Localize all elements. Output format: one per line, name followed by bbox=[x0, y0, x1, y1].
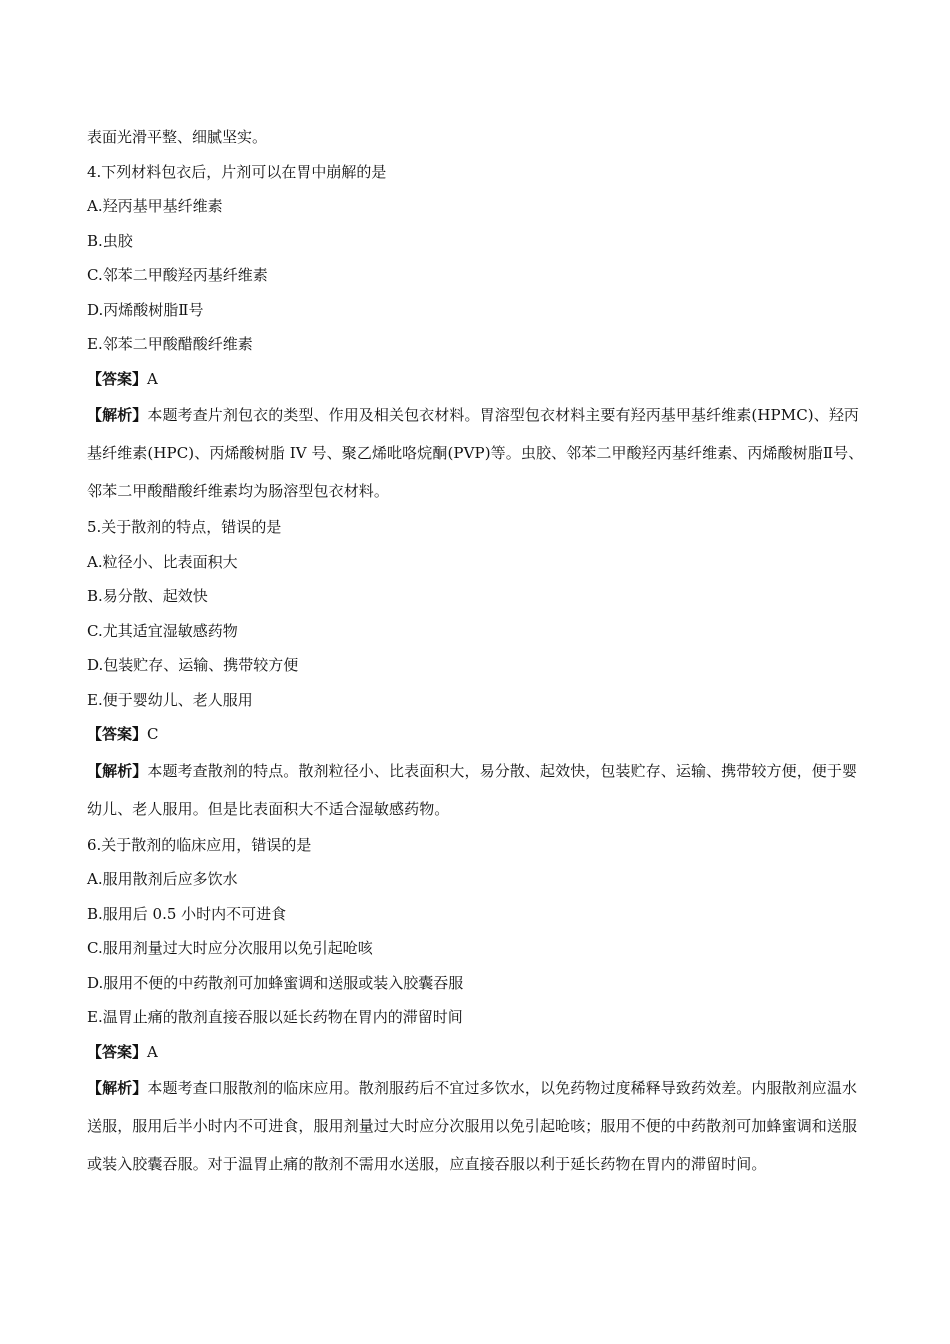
question-stem: 5.关于散剂的特点，错误的是 bbox=[87, 518, 282, 536]
option-c: C.服用剂量过大时应分次服用以免引起呛咳 bbox=[87, 939, 373, 957]
continuation-text: 表面光滑平整、细腻坚实。 bbox=[87, 128, 268, 146]
answer-value: A bbox=[147, 369, 158, 388]
option-b: B.服用后 0.5 小时内不可进食 bbox=[87, 904, 287, 923]
option-e: E.便于婴幼儿、老人服用 bbox=[87, 690, 253, 709]
option-a: A.服用散剂后应多饮水 bbox=[87, 870, 238, 888]
option-d: D.丙烯酸树脂Ⅱ号 bbox=[87, 300, 204, 319]
option-c: C.邻苯二甲酸羟丙基纤维素 bbox=[87, 266, 268, 284]
document-page bbox=[87, 120, 867, 1183]
option-d: D.服用不便的中药散剂可加蜂蜜调和送服或装入胶囊吞服 bbox=[87, 973, 464, 992]
analysis-paragraph bbox=[87, 1069, 867, 1183]
analysis-paragraph bbox=[87, 752, 867, 828]
option-b: B.虫胶 bbox=[87, 231, 133, 250]
option-c: C.尤其适宜湿敏感药物 bbox=[87, 621, 238, 640]
analysis-label: 【解析】 bbox=[87, 406, 148, 424]
option-a: A.粒径小、比表面积大 bbox=[87, 552, 238, 571]
option-e: E.温胃止痛的散剂直接吞服以延长药物在胃内的滞留时间 bbox=[87, 1008, 463, 1026]
option-a: A.羟丙基甲基纤维素 bbox=[87, 197, 223, 215]
analysis-label: 【解析】 bbox=[87, 1079, 148, 1097]
question-stem: 4.下列材料包衣后，片剂可以在胃中崩解的是 bbox=[87, 162, 387, 181]
question-stem: 6.关于散剂的临床应用，错误的是 bbox=[87, 835, 312, 854]
analysis-paragraph bbox=[87, 396, 867, 510]
answer-line bbox=[87, 362, 867, 397]
answer-label: 【答案】 bbox=[87, 369, 148, 388]
option-b: B.易分散、起效快 bbox=[87, 587, 208, 605]
answer-line bbox=[87, 1035, 867, 1070]
question-4 bbox=[87, 155, 867, 511]
question-5 bbox=[87, 510, 867, 828]
answer-value: A bbox=[147, 1042, 158, 1061]
answer-label: 【答案】 bbox=[87, 725, 148, 743]
analysis-text: 本题考查片剂包衣的类型、作用及相关包衣材料。胃溶型包衣材料主要有羟丙基甲基纤维素(HPMC)、羟丙基纤维素(HPC)、丙烯酸树脂 IV 号、聚乙烯吡咯烷酮(PVP)等。虫胶、邻苯二甲酸羟丙基纤维素、丙烯酸树脂Ⅱ号、邻苯二甲酸醋酸纤维素均为肠溶型包衣材料。 bbox=[87, 406, 864, 500]
option-e: E.邻苯二甲酸醋酸纤维素 bbox=[87, 335, 253, 353]
analysis-text: 本题考查散剂的特点。散剂粒径小、比表面积大，易分散、起效快，包装贮存、运输、携带较方便，便于婴幼儿、老人服用。但是比表面积大不适合湿敏感药物。 bbox=[87, 761, 858, 818]
answer-label: 【答案】 bbox=[87, 1042, 148, 1061]
answer-value: C bbox=[147, 725, 159, 743]
option-d: D.包装贮存、运输、携带较方便 bbox=[87, 656, 299, 674]
answer-line bbox=[87, 717, 867, 752]
analysis-text: 本题考查口服散剂的临床应用。散剂服药后不宜过多饮水，以免药物过度稀释导致药效差。内服散剂应温水送服，服用后半小时内不可进食，服用剂量过大时应分次服用以免引起呛咳；服用不便的中药散剂可加蜂蜜调和送服或装入胶囊吞服。对于温胃止痛的散剂不需用水送服，应直接吞服以利于延长药物在胃内的滞留时间。 bbox=[87, 1079, 858, 1173]
analysis-label: 【解析】 bbox=[87, 761, 148, 780]
question-6 bbox=[87, 828, 867, 1184]
